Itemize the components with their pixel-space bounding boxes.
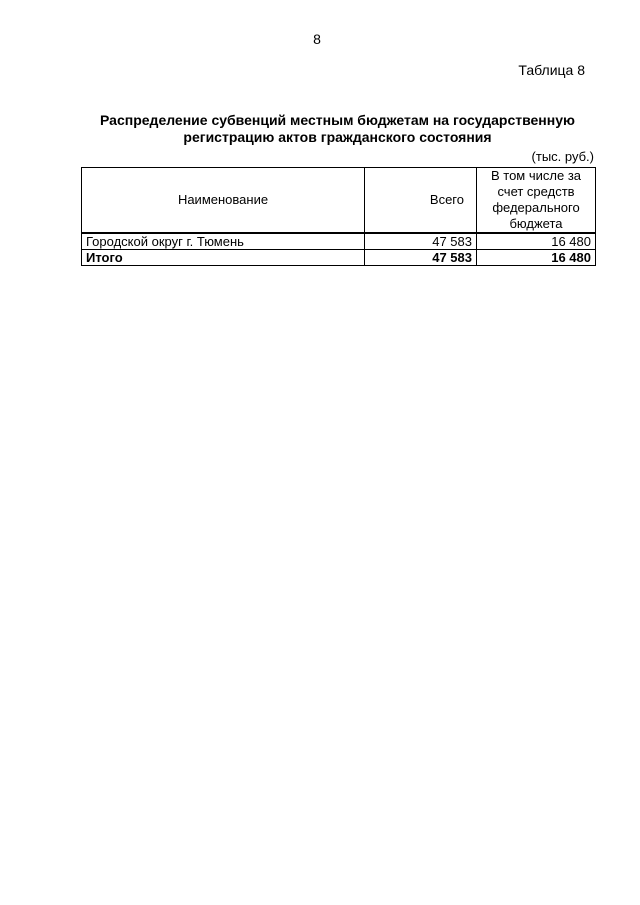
totals-row — [82, 250, 596, 266]
document-title — [80, 112, 595, 146]
title-line-2: регистрацию актов гражданского состояния — [183, 129, 492, 145]
row-total: 47 583 — [365, 233, 477, 250]
subvention-table — [81, 167, 596, 266]
header-name: Наименование — [82, 168, 365, 234]
row-name: Городской округ г. Тюмень — [82, 233, 365, 250]
units-label: (тыс. руб.) — [531, 149, 594, 164]
totals-federal: 16 480 — [477, 250, 596, 266]
header-federal: В том числе за счет средств федерального бюджета — [477, 168, 596, 234]
title-line-1: Распределение субвенций местным бюджетам на государственную — [100, 112, 575, 128]
header-total: Всего — [365, 168, 477, 234]
row-federal: 16 480 — [477, 233, 596, 250]
page-number: 8 — [313, 31, 321, 47]
table-header — [82, 168, 596, 234]
table-row — [82, 233, 596, 250]
table-label: Таблица 8 — [518, 62, 585, 78]
totals-total: 47 583 — [365, 250, 477, 266]
header-row — [82, 168, 596, 234]
table-body — [82, 233, 596, 266]
totals-name: Итого — [82, 250, 365, 266]
